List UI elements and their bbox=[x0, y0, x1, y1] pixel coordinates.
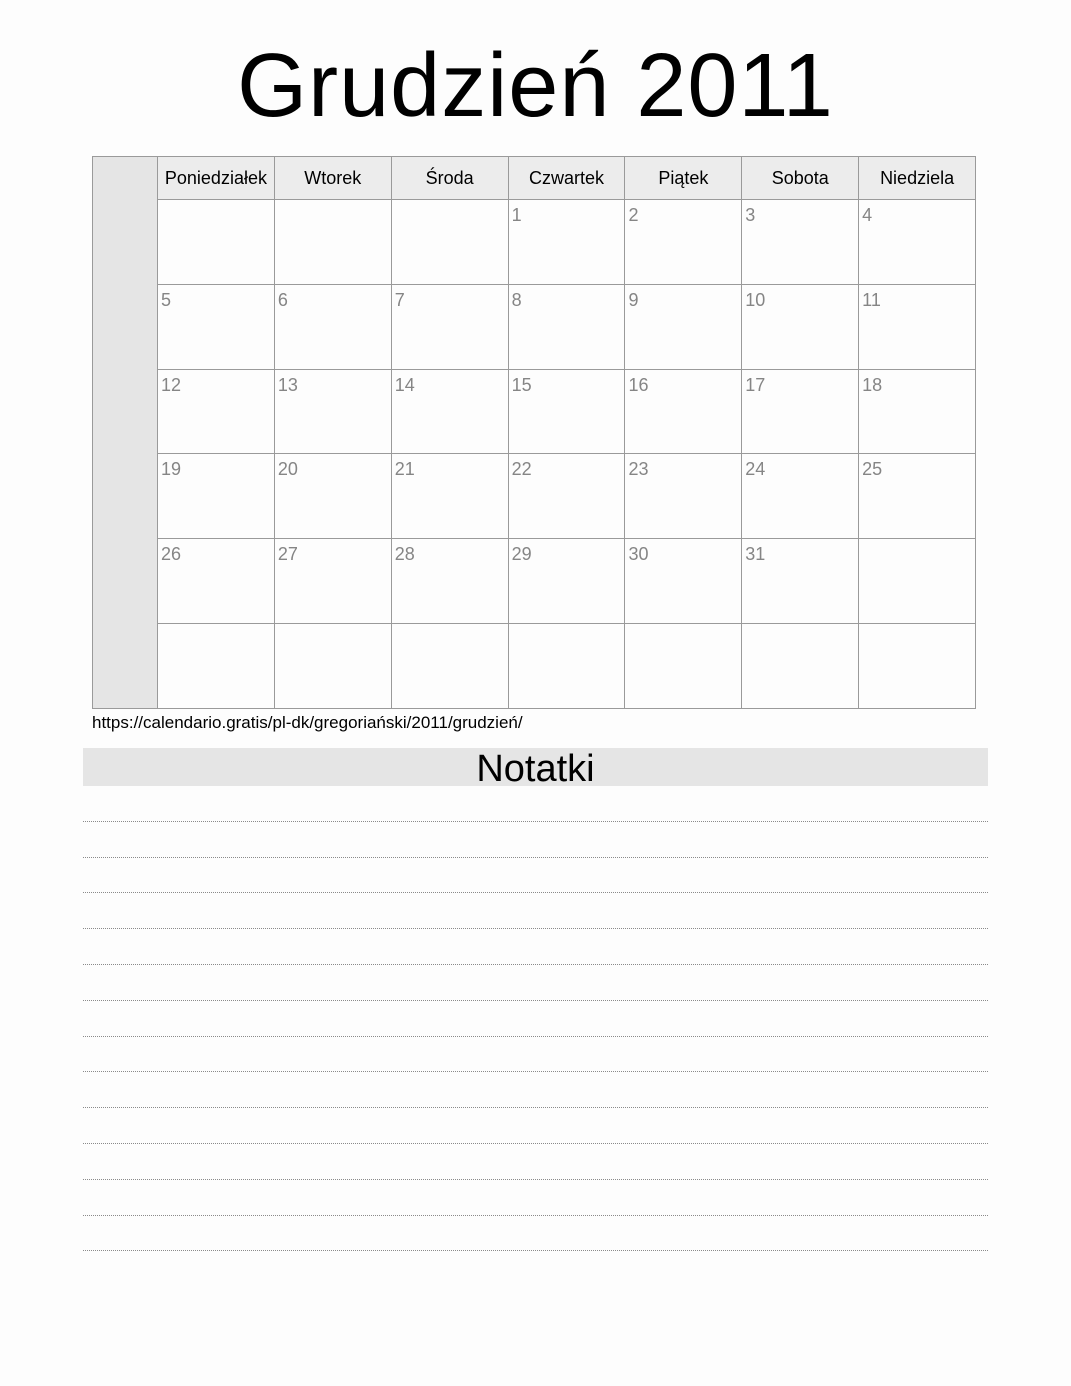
note-line[interactable] bbox=[83, 1037, 988, 1073]
note-line[interactable] bbox=[83, 1216, 988, 1252]
day-cell[interactable] bbox=[509, 370, 626, 454]
weeks-container bbox=[158, 200, 975, 708]
source-url[interactable]: https://calendario.gratis/pl-dk/gregoriański/2011/grudzień/ bbox=[92, 713, 523, 732]
day-cell[interactable] bbox=[275, 454, 392, 538]
day-cell[interactable] bbox=[859, 624, 975, 708]
week-number-column bbox=[93, 157, 158, 708]
day-cell[interactable] bbox=[158, 624, 275, 708]
note-line[interactable] bbox=[83, 1072, 988, 1108]
day-cell[interactable] bbox=[392, 370, 509, 454]
note-line[interactable] bbox=[83, 1001, 988, 1037]
day-cell[interactable] bbox=[742, 539, 859, 623]
day-cell[interactable] bbox=[275, 285, 392, 369]
day-number: 16 bbox=[628, 374, 649, 395]
day-cell[interactable] bbox=[509, 624, 626, 708]
day-number: 9 bbox=[628, 289, 639, 310]
day-cell[interactable] bbox=[509, 454, 626, 538]
note-line[interactable] bbox=[83, 822, 988, 858]
day-cell[interactable] bbox=[625, 285, 742, 369]
note-line[interactable] bbox=[83, 965, 988, 1001]
day-number: 14 bbox=[394, 374, 415, 395]
day-number: 22 bbox=[511, 459, 532, 480]
day-cell[interactable] bbox=[392, 200, 509, 284]
day-cell[interactable] bbox=[275, 370, 392, 454]
day-number: 13 bbox=[277, 374, 298, 395]
weekday-header: Niedziela bbox=[880, 167, 955, 188]
day-number: 26 bbox=[161, 544, 182, 565]
day-cell[interactable] bbox=[859, 285, 975, 369]
day-number: 1 bbox=[511, 205, 522, 225]
day-cell[interactable] bbox=[742, 370, 859, 454]
weekday-header-row bbox=[158, 157, 975, 200]
note-line[interactable] bbox=[83, 893, 988, 929]
day-number: 6 bbox=[277, 289, 288, 310]
day-number: 27 bbox=[277, 544, 298, 565]
day-cell[interactable] bbox=[625, 454, 742, 538]
week-row bbox=[158, 454, 975, 539]
day-cell[interactable] bbox=[392, 454, 509, 538]
day-cell[interactable] bbox=[859, 370, 975, 454]
week-row bbox=[158, 200, 975, 285]
note-line[interactable] bbox=[83, 858, 988, 894]
day-cell[interactable] bbox=[158, 370, 275, 454]
notes-lines bbox=[83, 786, 988, 1251]
day-cell[interactable] bbox=[625, 370, 742, 454]
day-number: 10 bbox=[745, 289, 766, 310]
day-number: 2 bbox=[628, 205, 639, 225]
day-cell[interactable] bbox=[742, 624, 859, 708]
weekday-header: Piątek bbox=[625, 157, 742, 199]
day-number: 30 bbox=[628, 544, 649, 565]
note-line[interactable] bbox=[83, 1108, 988, 1144]
calendar-grid bbox=[92, 156, 976, 709]
note-line[interactable] bbox=[83, 1180, 988, 1216]
day-cell[interactable] bbox=[275, 539, 392, 623]
page-title: Grudzień 2011 bbox=[237, 36, 834, 136]
day-number: 20 bbox=[277, 459, 298, 480]
weekday-header: Sobota bbox=[742, 157, 859, 199]
note-line[interactable] bbox=[83, 1144, 988, 1180]
calendar-days bbox=[158, 157, 975, 708]
day-number: 8 bbox=[511, 289, 522, 310]
day-cell[interactable] bbox=[859, 200, 975, 284]
day-number: 3 bbox=[745, 205, 756, 225]
day-number: 5 bbox=[161, 289, 172, 310]
day-cell[interactable] bbox=[275, 624, 392, 708]
day-cell[interactable] bbox=[158, 285, 275, 369]
day-cell[interactable] bbox=[275, 200, 392, 284]
day-number: 28 bbox=[394, 544, 415, 565]
notes-title: Notatki bbox=[83, 748, 988, 786]
day-cell[interactable] bbox=[625, 539, 742, 623]
weekday-header: Czwartek bbox=[509, 157, 626, 199]
day-number: 12 bbox=[161, 374, 182, 395]
week-row bbox=[158, 624, 975, 708]
week-row bbox=[158, 285, 975, 370]
day-cell[interactable] bbox=[742, 200, 859, 284]
day-number: 17 bbox=[745, 374, 766, 395]
note-line[interactable] bbox=[83, 929, 988, 965]
day-cell[interactable] bbox=[509, 539, 626, 623]
day-number: 4 bbox=[862, 205, 873, 225]
day-number: 31 bbox=[745, 544, 766, 565]
weekday-header: Wtorek bbox=[275, 157, 392, 199]
day-number: 23 bbox=[628, 459, 649, 480]
day-number: 11 bbox=[862, 289, 881, 310]
day-cell[interactable] bbox=[392, 539, 509, 623]
day-cell[interactable] bbox=[158, 200, 275, 284]
day-number: 15 bbox=[511, 374, 532, 395]
day-cell[interactable] bbox=[625, 200, 742, 284]
day-cell[interactable] bbox=[742, 454, 859, 538]
day-number: 25 bbox=[862, 459, 883, 480]
day-cell[interactable] bbox=[859, 539, 975, 623]
week-row bbox=[158, 539, 975, 624]
weekday-header: Poniedziałek bbox=[158, 157, 275, 199]
day-number: 7 bbox=[394, 289, 405, 310]
day-cell[interactable] bbox=[625, 624, 742, 708]
weekday-header: Środa bbox=[392, 157, 509, 199]
day-cell[interactable] bbox=[859, 454, 975, 538]
day-cell[interactable] bbox=[509, 285, 626, 369]
day-number: 18 bbox=[862, 374, 883, 395]
day-cell[interactable] bbox=[392, 624, 509, 708]
day-cell[interactable] bbox=[509, 200, 626, 284]
day-number: 29 bbox=[511, 544, 532, 565]
day-number: 19 bbox=[161, 459, 182, 480]
day-number: 24 bbox=[745, 459, 766, 480]
note-line[interactable] bbox=[83, 786, 988, 822]
day-number: 21 bbox=[394, 459, 415, 480]
week-row bbox=[158, 370, 975, 455]
day-cell[interactable] bbox=[742, 285, 859, 369]
day-cell[interactable] bbox=[158, 539, 275, 623]
day-cell[interactable] bbox=[392, 285, 509, 369]
day-cell[interactable] bbox=[158, 454, 275, 538]
